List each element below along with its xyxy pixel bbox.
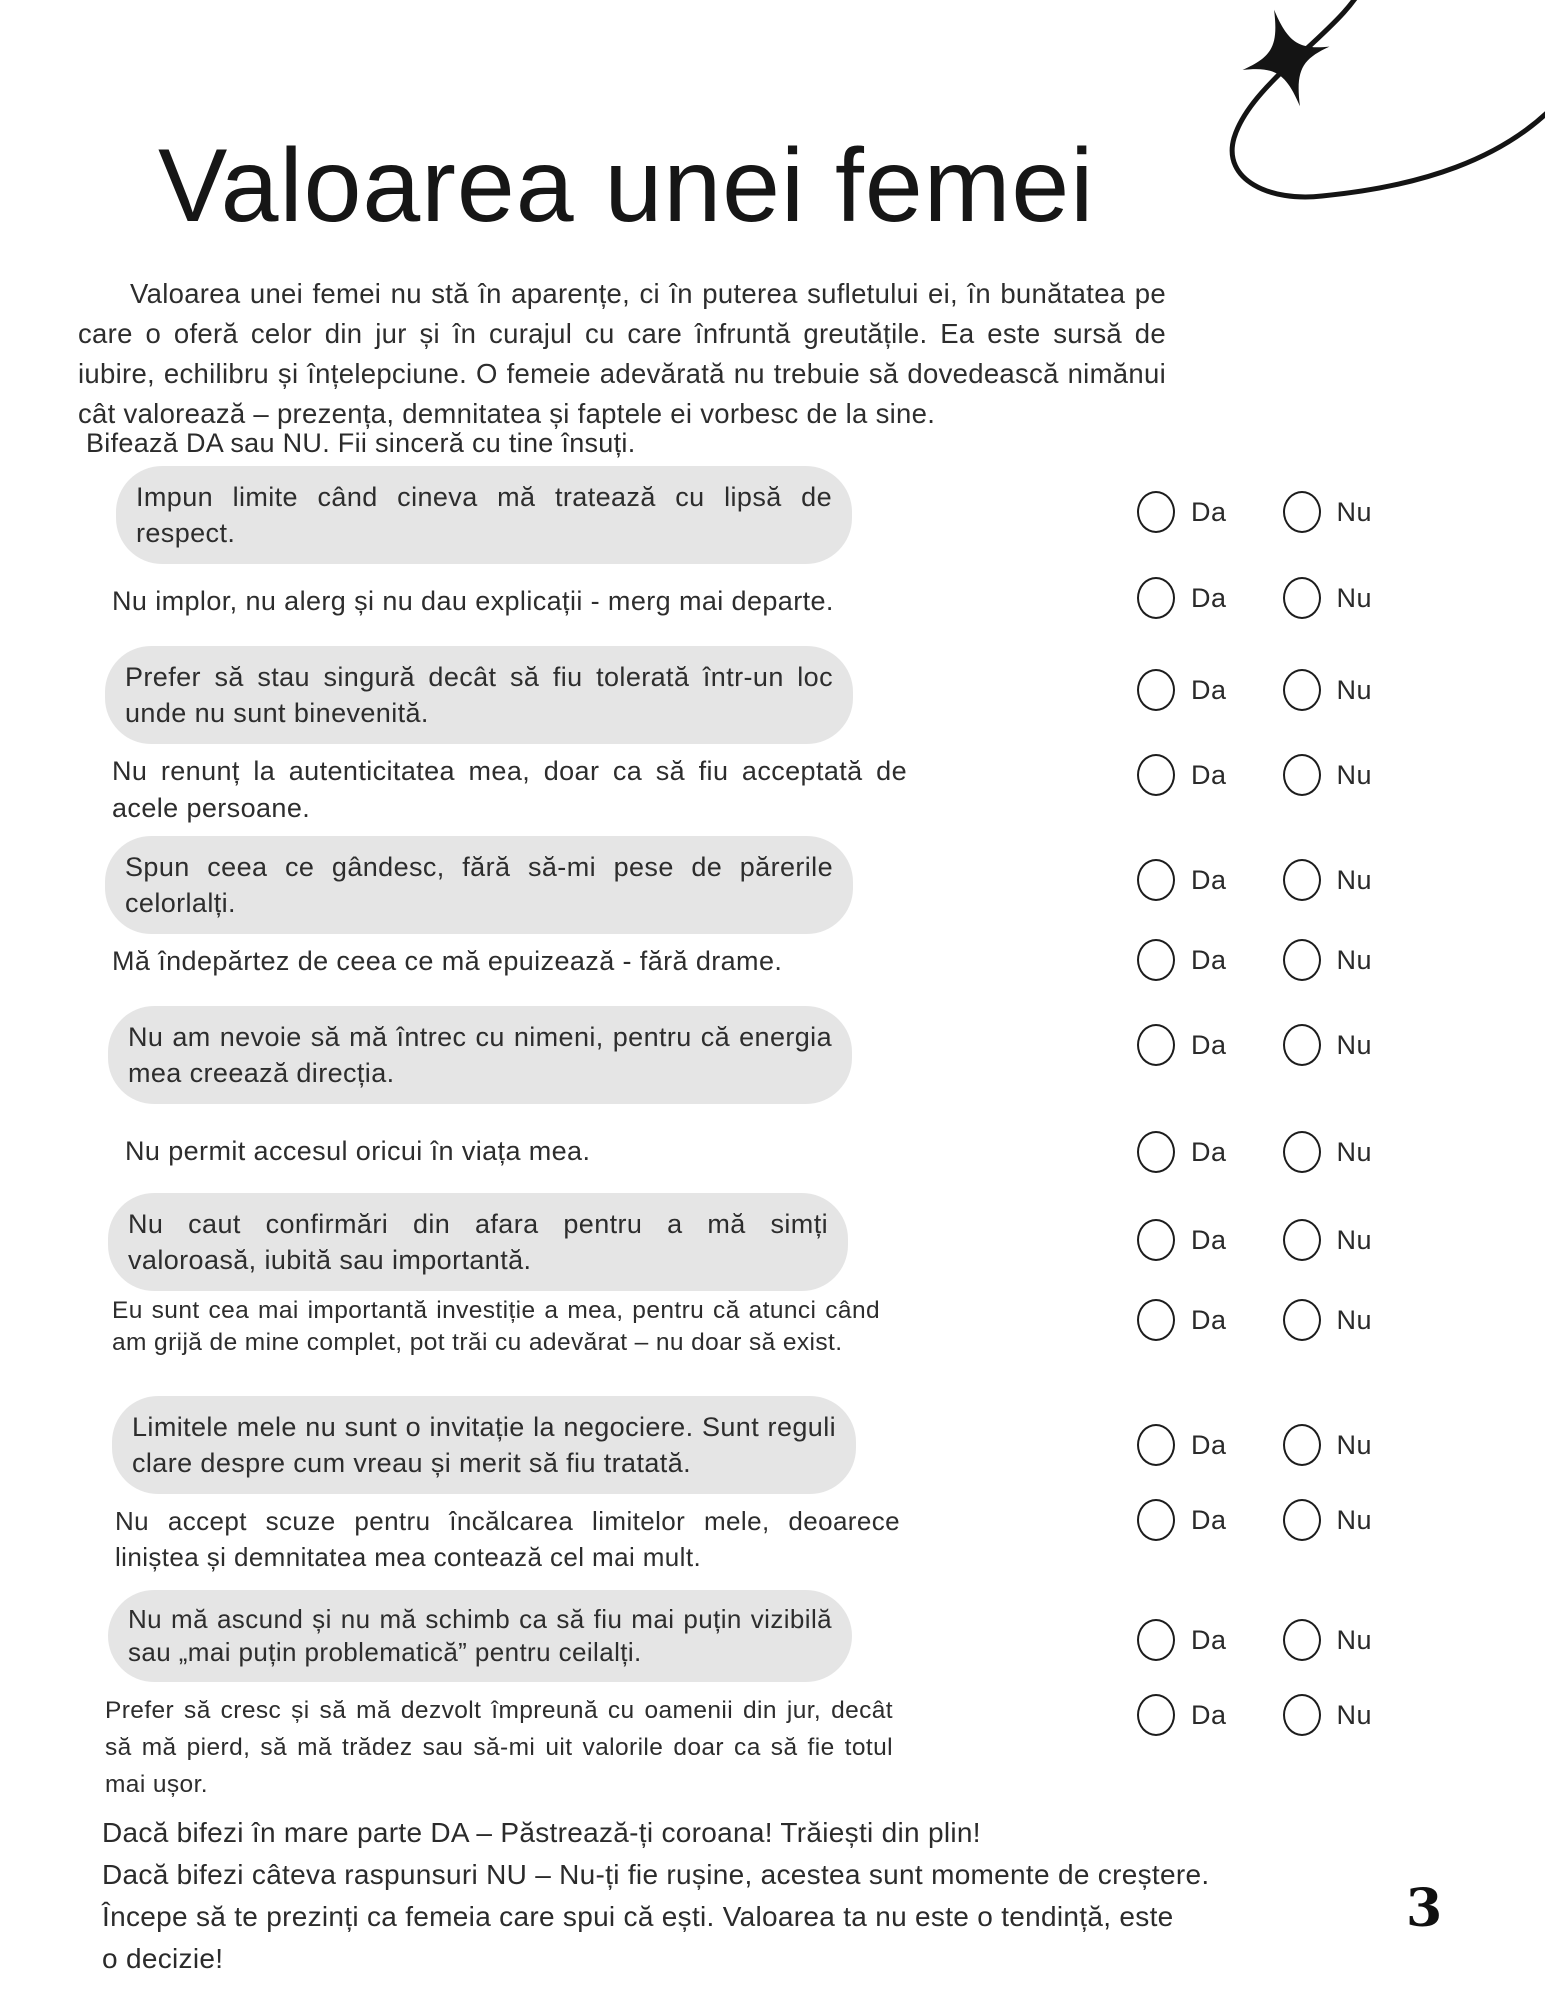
statement-row [125,1133,590,1169]
da-radio[interactable] [1137,754,1175,796]
statement-row [105,646,853,744]
da-radio[interactable] [1137,859,1175,901]
statement-row [112,1295,880,1359]
statement-row [108,1590,852,1682]
nu-radio[interactable] [1283,859,1321,901]
da-nu-choice-12 [1137,1498,1372,1542]
da-nu-choice-2 [1137,576,1372,620]
statement-text: Prefer să cresc și să mă dezvolt împreună cu oamenii din jur, decât să mă pierd, să mă trădez sau să-mi uit valorile doar ca să fie totul mai ușor. [105,1697,893,1798]
footer-line: Dacă bifezi în mare parte DA – Păstrează-ți coroana! Trăiești din plin! [102,1817,981,1848]
nu-label: Nu [1336,1030,1373,1060]
page-number: 3 [1406,1878,1443,1939]
footer-line: o decizie! [102,1943,224,1974]
da-label: Da [1191,497,1227,527]
page-title: Valoarea unei femei [158,127,1095,244]
statement-row [116,466,852,564]
da-nu-choice-14 [1137,1693,1372,1737]
statement-row [105,836,853,934]
da-nu-choice-3 [1137,668,1372,712]
statement-row [105,1692,893,1803]
da-nu-choice-7 [1137,1023,1372,1067]
statement-row [112,583,834,619]
nu-label: Nu [1336,675,1373,705]
da-label: Da [1191,760,1227,790]
nu-label: Nu [1336,1700,1373,1730]
statement-text: Eu sunt cea mai importantă investiție a mea, pentru că atunci când am grijă de mine complet, pot trăi cu adevărat – nu doar să exist. [112,1297,880,1356]
da-radio[interactable] [1137,1131,1175,1173]
nu-radio[interactable] [1283,1024,1321,1066]
da-label: Da [1191,1430,1227,1460]
nu-label: Nu [1336,497,1373,527]
statement-row [112,753,907,827]
da-nu-choice-5 [1137,858,1372,902]
da-radio[interactable] [1137,669,1175,711]
da-label: Da [1191,945,1227,975]
header-decoration [1200,0,1545,235]
da-radio[interactable] [1137,1694,1175,1736]
nu-radio[interactable] [1283,939,1321,981]
nu-label: Nu [1336,1225,1373,1255]
footer-line: Începe să te prezinți ca femeia care spui că ești. Valoarea ta nu este o tendință, este [102,1901,1174,1932]
da-nu-choice-6 [1137,938,1372,982]
statement-text: Limitele mele nu sunt o invitație la negociere. Sunt reguli clare despre cum vreau și merit să fiu tratată. [112,1396,856,1494]
da-label: Da [1191,1505,1227,1535]
statement-text: Nu am nevoie să mă întrec cu nimeni, pentru că energia mea creează direcția. [108,1006,852,1104]
da-nu-choice-13 [1137,1618,1372,1662]
nu-label: Nu [1336,1505,1373,1535]
nu-radio[interactable] [1283,1424,1321,1466]
statement-text: Nu permit accesul oricui în viața mea. [125,1136,591,1166]
da-radio[interactable] [1137,577,1175,619]
nu-radio[interactable] [1283,491,1321,533]
statement-text: Spun ceea ce gândesc, fără să-mi pese de părerile celorlalți. [105,836,853,934]
nu-radio[interactable] [1283,1219,1321,1261]
da-nu-choice-1 [1137,490,1372,534]
statement-row [108,1193,848,1291]
nu-label: Nu [1336,1625,1373,1655]
nu-radio[interactable] [1283,1499,1321,1541]
intro-paragraph: Valoarea unei femei nu stă în aparențe, ci în puterea sufletului ei, în bunătatea pe care o oferă celor din jur și în curajul cu care înfruntă greutățile. Ea este sursă de iubire, echilibru și înțelepciune. O femeie adevărată nu trebuie să dovedească nimănui cât valorează – prezența, demnitatea și faptele ei vorbesc de la sine. [78,277,1166,429]
statement-row [112,1396,856,1494]
nu-radio[interactable] [1283,1299,1321,1341]
footer-line: Dacă bifezi câteva raspunsuri NU – Nu-ți fie rușine, acestea sunt momente de creștere. [102,1859,1210,1890]
da-label: Da [1191,1137,1227,1167]
da-label: Da [1191,1225,1227,1255]
nu-label: Nu [1336,1430,1373,1460]
da-nu-choice-9 [1137,1218,1372,1262]
statement-row [115,1503,900,1575]
nu-radio[interactable] [1283,669,1321,711]
da-radio[interactable] [1137,1499,1175,1541]
statement-text: Nu renunț la autenticitatea mea, doar ca să fiu acceptată de acele persoane. [112,756,907,823]
statement-text: Impun limite când cineva mă tratează cu lipsă de respect. [116,466,852,564]
da-radio[interactable] [1137,1299,1175,1341]
statement-row [112,943,782,979]
nu-radio[interactable] [1283,1619,1321,1661]
da-radio[interactable] [1137,1024,1175,1066]
da-label: Da [1191,583,1227,613]
da-nu-choice-4 [1137,753,1372,797]
nu-label: Nu [1336,583,1373,613]
da-nu-choice-8 [1137,1130,1372,1174]
da-radio[interactable] [1137,939,1175,981]
da-label: Da [1191,675,1227,705]
statement-text: Nu implor, nu alerg și nu dau explicații - merg mai departe. [112,586,834,616]
da-label: Da [1191,865,1227,895]
nu-label: Nu [1336,945,1373,975]
nu-radio[interactable] [1283,1694,1321,1736]
statement-text: Nu mă ascund și nu mă schimb ca să fiu mai puțin vizibilă sau „mai puțin problematică” pentru ceilalți. [108,1590,852,1682]
nu-label: Nu [1336,760,1373,790]
da-label: Da [1191,1700,1227,1730]
statement-text: Mă îndepărtez de ceea ce mă epuizează - fără drame. [112,946,783,976]
instruction-line: Bifează DA sau NU. Fii sinceră cu tine însuți. [86,428,636,458]
statement-text: Nu caut confirmări din afara pentru a mă simți valoroasă, iubită sau importantă. [108,1193,848,1291]
da-radio[interactable] [1137,491,1175,533]
da-nu-choice-10 [1137,1298,1372,1342]
statement-row [108,1006,852,1104]
statement-text: Prefer să stau singură decât să fiu tolerată într-un loc unde nu sunt binevenită. [105,646,853,744]
nu-radio[interactable] [1283,754,1321,796]
da-label: Da [1191,1625,1227,1655]
da-label: Da [1191,1305,1227,1335]
da-label: Da [1191,1030,1227,1060]
nu-radio[interactable] [1283,1131,1321,1173]
da-radio[interactable] [1137,1619,1175,1661]
da-nu-choice-11 [1137,1423,1372,1467]
nu-radio[interactable] [1283,577,1321,619]
nu-label: Nu [1336,865,1373,895]
sparkle-star-icon [1230,0,1343,118]
nu-label: Nu [1336,1305,1373,1335]
nu-label: Nu [1336,1137,1373,1167]
statement-text: Nu accept scuze pentru încălcarea limitelor mele, deoarece liniștea și demnitatea mea contează cel mai mult. [115,1506,900,1572]
result-note [102,1812,1222,1980]
da-radio[interactable] [1137,1219,1175,1261]
da-radio[interactable] [1137,1424,1175,1466]
